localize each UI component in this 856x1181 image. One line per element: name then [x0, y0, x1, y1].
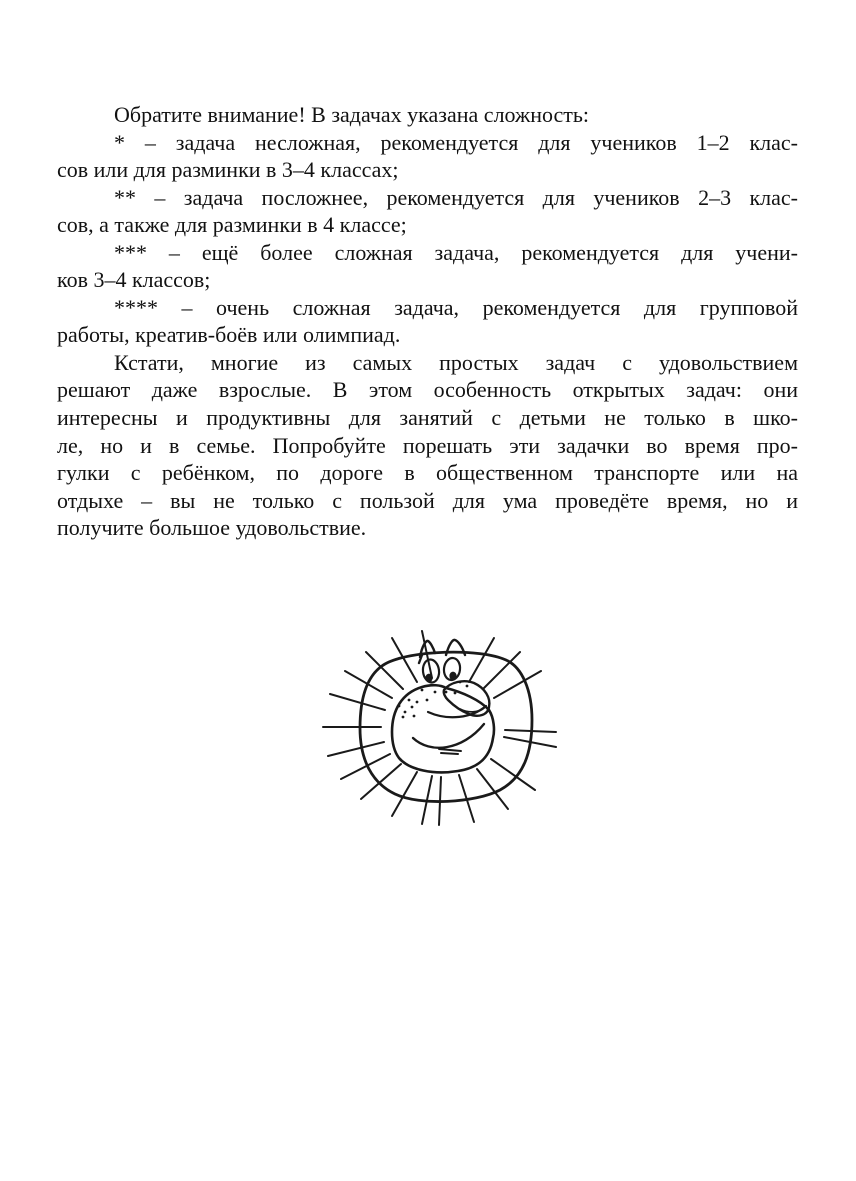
text-line: гулки с ребёнком, по дороге в общественном транспорте или на	[57, 460, 798, 486]
text-line: решают даже взрослые. В этом особенность открытых задач: они	[57, 377, 798, 403]
paragraph	[57, 129, 798, 184]
right-pupil	[449, 672, 456, 681]
body-text	[57, 101, 798, 542]
paragraph	[57, 239, 798, 294]
text-line: Обратите внимание! В задачах указана сложность:	[114, 102, 590, 127]
paragraph	[57, 294, 798, 349]
text-line: ков 3–4 классов;	[57, 267, 211, 293]
text-line: интересны и продуктивны для занятий с детьми не только в шко-	[57, 405, 798, 431]
text-line: отдыхе – вы не только с пользой для ума проведёте время, но и	[57, 487, 798, 513]
paragraph	[57, 184, 798, 239]
text-line: сов или для разминки в 3–4 классах;	[57, 157, 399, 183]
text-line: ** – задача посложнее, рекомендуется для учеников 2–3 клас-	[114, 184, 798, 210]
sun-ring	[360, 652, 532, 801]
sun-rays	[323, 631, 556, 825]
smile-dash-1	[439, 749, 461, 751]
text-line: Кстати, многие из самых простых задач с удовольствием	[114, 349, 798, 375]
text-line: *** – ещё более сложная задача, рекомендуется для учени-	[114, 239, 798, 265]
smile-dash-2	[441, 753, 458, 754]
text-line: * – задача несложная, рекомендуется для учеников 1–2 клас-	[114, 129, 798, 155]
text-line: сов, а также для разминки в 4 классе;	[57, 212, 407, 238]
text-line: ле, но и в семье. Попробуйте порешать эти задачки во время про-	[57, 432, 798, 458]
smile	[413, 724, 484, 748]
text-line: получите большое удовольствие.	[57, 515, 367, 541]
text-line: работы, креатив-боёв или олимпиад.	[57, 322, 401, 348]
left-pupil	[425, 674, 432, 683]
sun-face-illustration	[310, 612, 560, 837]
sun-face-svg	[310, 612, 560, 837]
paragraph	[57, 349, 798, 542]
eyes	[422, 657, 462, 683]
text-line: **** – очень сложная задача, рекомендуется для групповой	[114, 294, 798, 320]
paragraph	[57, 101, 798, 129]
